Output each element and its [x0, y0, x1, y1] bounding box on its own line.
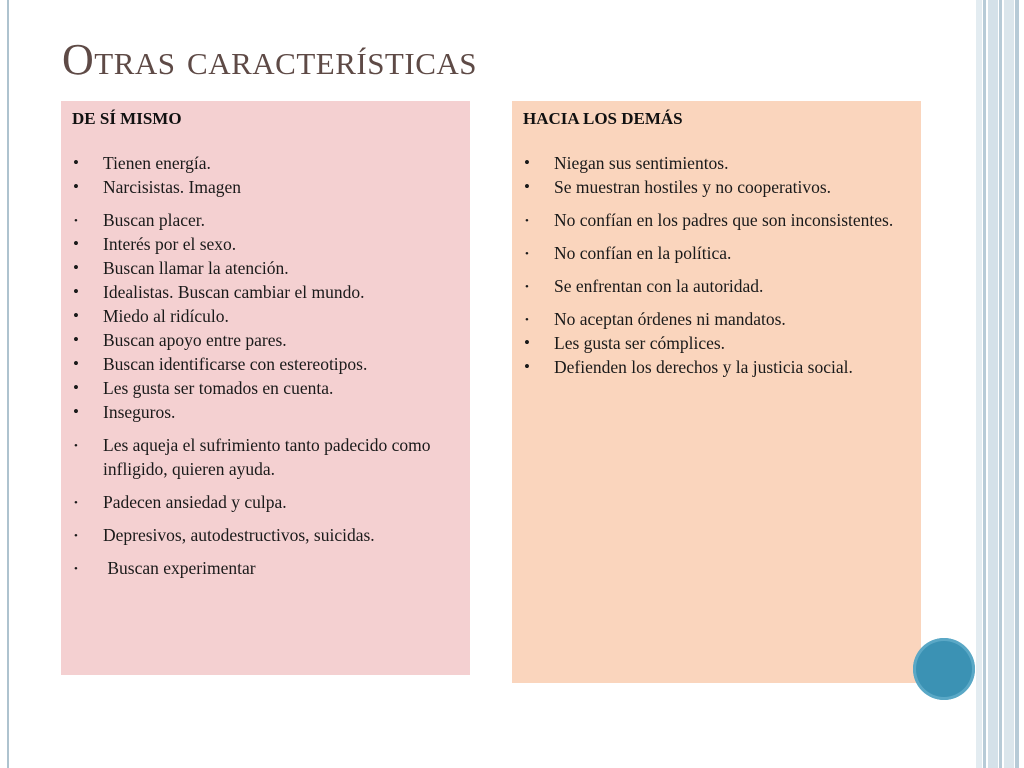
list-item [523, 331, 911, 355]
list-item-text: Buscan placer. [103, 210, 206, 230]
right-decor-stripe [976, 0, 982, 768]
list-item [523, 208, 911, 232]
list-item-text: Depresivos, autodestructivos, suicidas. [103, 525, 375, 545]
list-item [72, 256, 460, 280]
list-item [523, 241, 911, 265]
bullet-icon: • [525, 215, 529, 227]
list-item-text: Buscan llamar la atención. [103, 258, 289, 278]
list-item-text: Buscan experimentar [103, 558, 256, 578]
list-item [72, 433, 460, 481]
bullet-icon: • [73, 258, 79, 277]
list-item [72, 556, 460, 580]
bullet-icon: • [74, 530, 78, 542]
list-item-text: Interés por el sexo. [103, 234, 237, 254]
list-item [72, 376, 460, 400]
list-item [523, 151, 911, 175]
bullet-icon: • [74, 440, 78, 452]
bullet-icon: • [73, 354, 79, 373]
bullet-icon: • [73, 330, 79, 349]
bullet-icon: • [525, 314, 529, 326]
bullet-icon: • [73, 306, 79, 325]
list-item [72, 232, 460, 256]
bullet-icon: • [73, 177, 79, 196]
list-item [72, 400, 460, 424]
list-item-text: Tienen energía. [103, 153, 211, 173]
list-item-text: Se enfrentan con la autoridad. [554, 276, 764, 296]
list-item-text: No confían en la política. [554, 243, 732, 263]
right-decor-stripe [983, 0, 986, 768]
list-item-text: Niegan sus sentimientos. [554, 153, 729, 173]
bullet-icon: • [74, 215, 78, 227]
bullet-icon: • [524, 333, 530, 352]
list-item [523, 274, 911, 298]
left-content-box [61, 101, 470, 675]
bullet-icon: • [524, 153, 530, 172]
list-item-text: Buscan apoyo entre pares. [103, 330, 287, 350]
slide-title: Otras características [62, 35, 477, 84]
right-decor-stripe [988, 0, 998, 768]
list-item-text: Defienden los derechos y la justicia social. [554, 357, 853, 377]
list-item [72, 208, 460, 232]
left-bullet-list [72, 151, 460, 580]
list-item-text: No confían en los padres que son inconsistentes. [554, 210, 894, 230]
list-item-text: Miedo al ridículo. [103, 306, 229, 326]
bullet-icon: • [525, 281, 529, 293]
right-decor-stripe [1015, 0, 1019, 768]
bullet-icon: • [525, 248, 529, 260]
left-border-line [7, 0, 9, 768]
list-item [523, 355, 911, 379]
list-item [523, 175, 911, 199]
bullet-icon: • [524, 357, 530, 376]
bullet-icon: • [524, 177, 530, 196]
list-item-text: Les gusta ser cómplices. [554, 333, 726, 353]
list-item [523, 307, 911, 331]
left-box-heading: DE SÍ MISMO [72, 109, 182, 128]
accent-circle [913, 638, 975, 700]
list-item-text: Les aqueja el sufrimiento tanto padecido como infligido, quieren ayuda. [103, 435, 431, 479]
right-bullet-list [523, 151, 911, 379]
list-item [72, 280, 460, 304]
right-decor-stripe [999, 0, 1002, 768]
list-item [72, 304, 460, 328]
list-item [72, 151, 460, 175]
list-item-text: Idealistas. Buscan cambiar el mundo. [103, 282, 365, 302]
bullet-icon: • [73, 378, 79, 397]
bullet-icon: • [73, 282, 79, 301]
bullet-icon: • [73, 402, 79, 421]
list-item-text: Les gusta ser tomados en cuenta. [103, 378, 334, 398]
bullet-icon: • [73, 234, 79, 253]
list-item-text: Narcisistas. Imagen [103, 177, 242, 197]
list-item [72, 352, 460, 376]
list-item-text: Inseguros. [103, 402, 176, 422]
right-box-heading: HACIA LOS DEMÁS [523, 109, 683, 128]
list-item [72, 490, 460, 514]
list-item [72, 328, 460, 352]
list-item-text: Se muestran hostiles y no cooperativos. [554, 177, 832, 197]
list-item-text: Buscan identificarse con estereotipos. [103, 354, 368, 374]
bullet-icon: • [74, 497, 78, 509]
list-item-text: Padecen ansiedad y culpa. [103, 492, 287, 512]
list-item-text: No aceptan órdenes ni mandatos. [554, 309, 786, 329]
list-item [72, 523, 460, 547]
list-item [72, 175, 460, 199]
right-decor-stripe [1004, 0, 1014, 768]
bullet-icon: • [74, 563, 78, 575]
right-content-box [512, 101, 921, 683]
bullet-icon: • [73, 153, 79, 172]
